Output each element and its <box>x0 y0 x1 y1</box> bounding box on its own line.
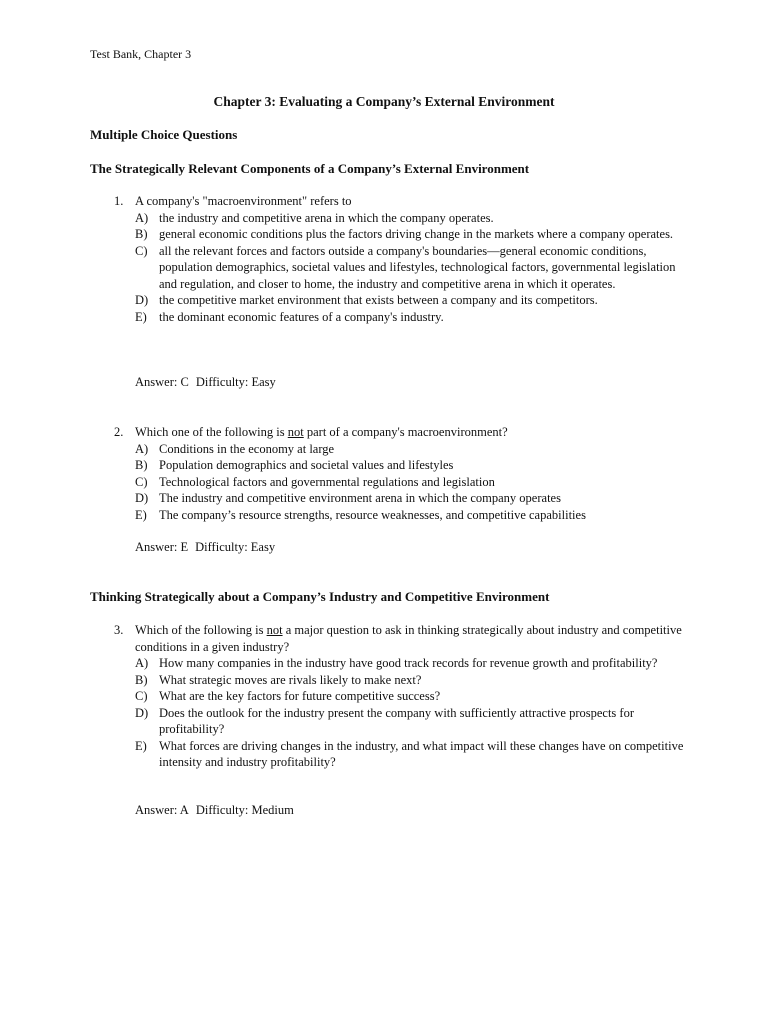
question-emphasis: not <box>266 623 283 637</box>
answer-line-3 <box>135 802 294 819</box>
option-text: the competitive market environment that exists between a company and its competitors. <box>159 293 598 307</box>
option-list <box>135 441 684 524</box>
option-b <box>135 226 684 243</box>
option-text: How many companies in the industry have good track records for revenue growth and profitability? <box>159 656 658 670</box>
option-e <box>135 507 684 524</box>
option-a <box>135 210 684 227</box>
answer-line-1 <box>135 374 276 391</box>
answer-value: Answer: A <box>135 803 189 817</box>
option-text: The industry and competitive environment arena in which the company operates <box>159 491 561 505</box>
option-letter: B) <box>135 227 148 241</box>
option-letter: E) <box>135 507 147 522</box>
option-letter: B) <box>135 458 148 472</box>
option-b <box>135 672 684 689</box>
option-c <box>135 474 684 491</box>
section-heading-thinking-strategically: Thinking Strategically about a Company’s Industry and Competitive Environment <box>90 589 550 604</box>
option-text: The company’s resource strengths, resource weaknesses, and competitive capabilities <box>159 507 586 522</box>
running-header: Test Bank, Chapter 3 <box>90 47 192 61</box>
option-text: the industry and competitive arena in which the company operates. <box>159 210 494 225</box>
option-text: all the relevant forces and factors outside a company's boundaries—general economic conditions, population demographics, societal values and lifestyles, technological factors, governmental legislation and regulation, and closer to home, the industry and competitive arena in which it operates. <box>159 243 676 291</box>
option-list <box>135 655 684 771</box>
question-1 <box>114 193 684 325</box>
question-text <box>135 424 684 441</box>
difficulty-value: Difficulty: Easy <box>195 540 276 554</box>
option-e <box>135 738 684 771</box>
question-3 <box>114 622 684 771</box>
option-letter: C) <box>135 243 148 258</box>
difficulty-value: Difficulty: Easy <box>195 375 276 389</box>
question-emphasis: not <box>287 425 304 439</box>
chapter-title: Chapter 3: Evaluating a Company’s External Environment <box>213 94 555 109</box>
question-text-part: part of a company's macroenvironment? <box>303 425 508 439</box>
option-text: Conditions in the economy at large <box>159 441 335 456</box>
question-stem <box>114 193 684 210</box>
difficulty-value: Difficulty: Medium <box>195 803 294 817</box>
option-text: What strategic moves are rivals likely to make next? <box>159 672 422 687</box>
option-letter: D) <box>135 293 149 307</box>
option-letter: E) <box>135 738 147 753</box>
option-text: Does the outlook for the industry present the company with sufficiently attractive prospects for profitability? <box>159 705 634 736</box>
option-letter: A) <box>135 441 149 456</box>
option-text: general economic conditions plus the factors driving change in the markets where a company operates. <box>159 227 674 241</box>
option-d <box>135 490 684 507</box>
option-letter: C) <box>135 689 148 703</box>
question-text-part: Which of the following is <box>135 623 267 637</box>
section-heading-multiple-choice: Multiple Choice Questions <box>90 127 238 142</box>
section-heading-components: The Strategically Relevant Components of a Company’s External Environment <box>90 161 530 176</box>
option-text: the dominant economic features of a company's industry. <box>159 309 444 324</box>
option-letter: C) <box>135 474 148 489</box>
option-list <box>135 210 684 326</box>
question-text-part: Which one of the following is <box>135 425 288 439</box>
option-letter: B) <box>135 672 148 687</box>
answer-value: Answer: C <box>135 375 189 389</box>
option-b <box>135 457 684 474</box>
question-number: 3. <box>114 623 124 637</box>
answer-line-2 <box>135 539 275 556</box>
option-text: What forces are driving changes in the industry, and what impact will these changes have on competitive intensity and industry profitability? <box>159 738 684 769</box>
option-d <box>135 292 684 309</box>
option-a <box>135 655 684 672</box>
option-text: What are the key factors for future competitive success? <box>159 689 441 703</box>
question-text <box>135 622 684 655</box>
question-stem <box>114 622 684 655</box>
option-c <box>135 243 684 293</box>
option-letter: A) <box>135 210 149 225</box>
option-a <box>135 441 684 458</box>
option-letter: D) <box>135 491 149 505</box>
question-number: 1. <box>114 194 124 208</box>
option-text: Population demographics and societal values and lifestyles <box>159 458 454 472</box>
option-e <box>135 309 684 326</box>
option-c <box>135 688 684 705</box>
option-letter: D) <box>135 705 149 720</box>
question-stem <box>114 424 684 441</box>
question-text: A company's "macroenvironment" refers to <box>135 194 352 208</box>
option-letter: A) <box>135 656 149 670</box>
option-text: Technological factors and governmental regulations and legislation <box>159 474 495 489</box>
answer-value: Answer: E <box>135 540 189 554</box>
question-number: 2. <box>114 425 124 439</box>
option-d <box>135 705 684 738</box>
question-2 <box>114 424 684 523</box>
question-text-part: a major question to ask in thinking strategically about industry and competitive conditions in a given industry? <box>135 623 682 654</box>
option-letter: E) <box>135 309 147 324</box>
